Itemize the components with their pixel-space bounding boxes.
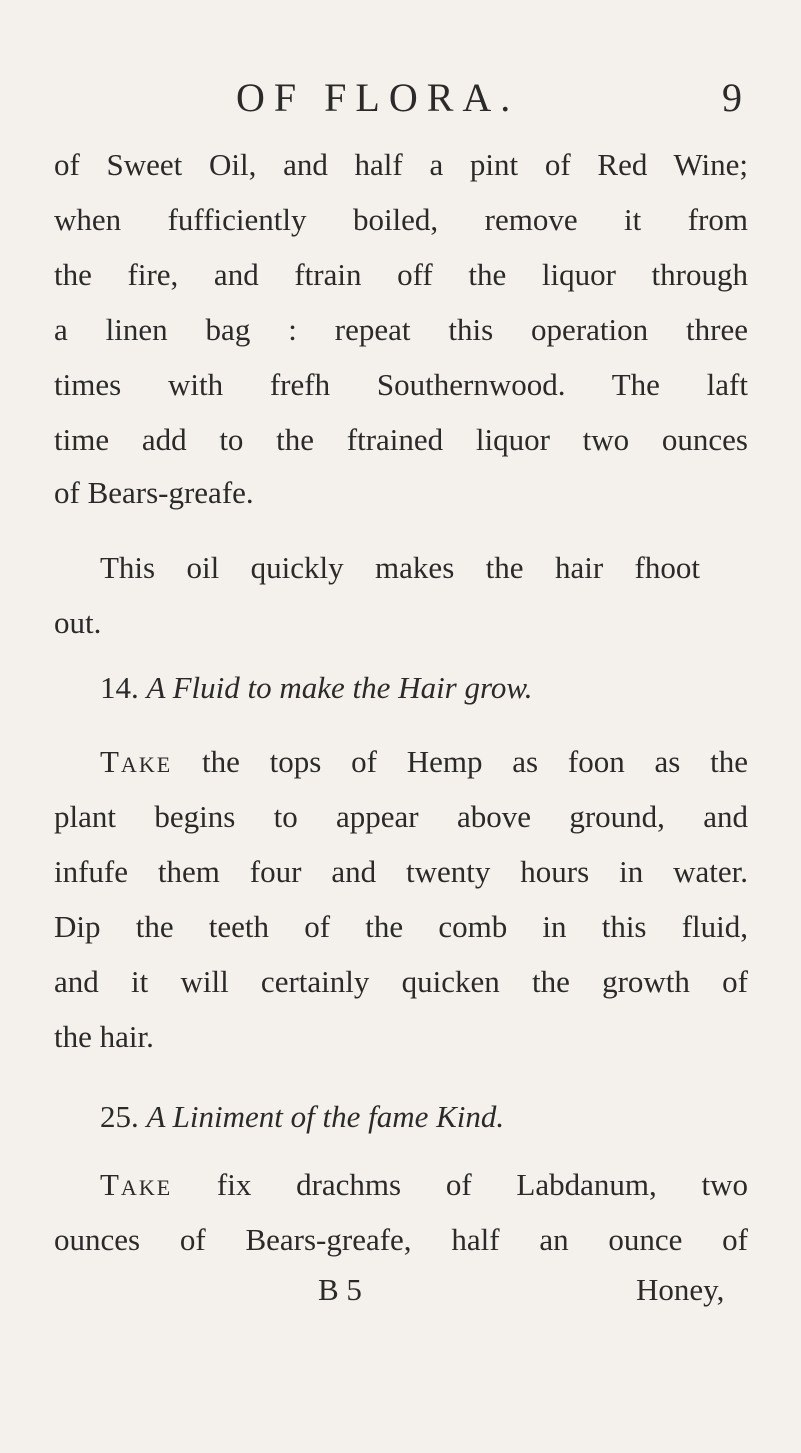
text-line: a linen bag : repeat this operation three [54, 312, 748, 347]
lead-word: Take [100, 1167, 173, 1202]
text-line: of Bears-greafe. [54, 475, 254, 510]
catchword: Honey, [636, 1272, 725, 1307]
text-line: infufe them four and twenty hours in water. [54, 854, 748, 889]
text-line: the hair. [54, 1019, 154, 1054]
line-text: the tops of Hemp as foon as the [172, 744, 748, 779]
text-line: when fufficiently boiled, remove it from [54, 202, 748, 237]
section-heading [100, 1097, 504, 1137]
text-line: Dip the teeth of the comb in this fluid, [54, 909, 748, 944]
text-line: out. [54, 605, 102, 640]
section-title: A Liniment of the fame Kind. [146, 1099, 505, 1134]
text-line: the fire, and ftrain off the liquor through [54, 257, 748, 292]
text-line: This oil quickly makes the hair fhoot [100, 550, 700, 585]
running-title: OF FLORA. [236, 75, 520, 120]
running-header [0, 74, 801, 120]
section-heading [100, 668, 533, 708]
lead-word: Take [100, 744, 173, 779]
page-footer [0, 1272, 801, 1312]
text-line: and it will certainly quicken the growth of [54, 964, 748, 999]
text-line [100, 742, 748, 782]
section-title: A Fluid to make the Hair grow. [146, 670, 533, 705]
section-number: 14. [100, 670, 139, 705]
signature-mark: B 5 [318, 1272, 362, 1307]
page-number: 9 [722, 75, 742, 120]
text-line [100, 1165, 748, 1205]
text-line: of Sweet Oil, and half a pint of Red Wine; [54, 147, 748, 182]
text-line: ounces of Bears-greafe, half an ounce of [54, 1222, 748, 1257]
text-line: time add to the ftrained liquor two ounces [54, 422, 748, 457]
line-text: fix drachms of Labdanum, two [172, 1167, 748, 1202]
text-line: times with frefh Southernwood. The laft [54, 367, 748, 402]
section-number: 25. [100, 1099, 139, 1134]
text-line: plant begins to appear above ground, and [54, 799, 748, 834]
